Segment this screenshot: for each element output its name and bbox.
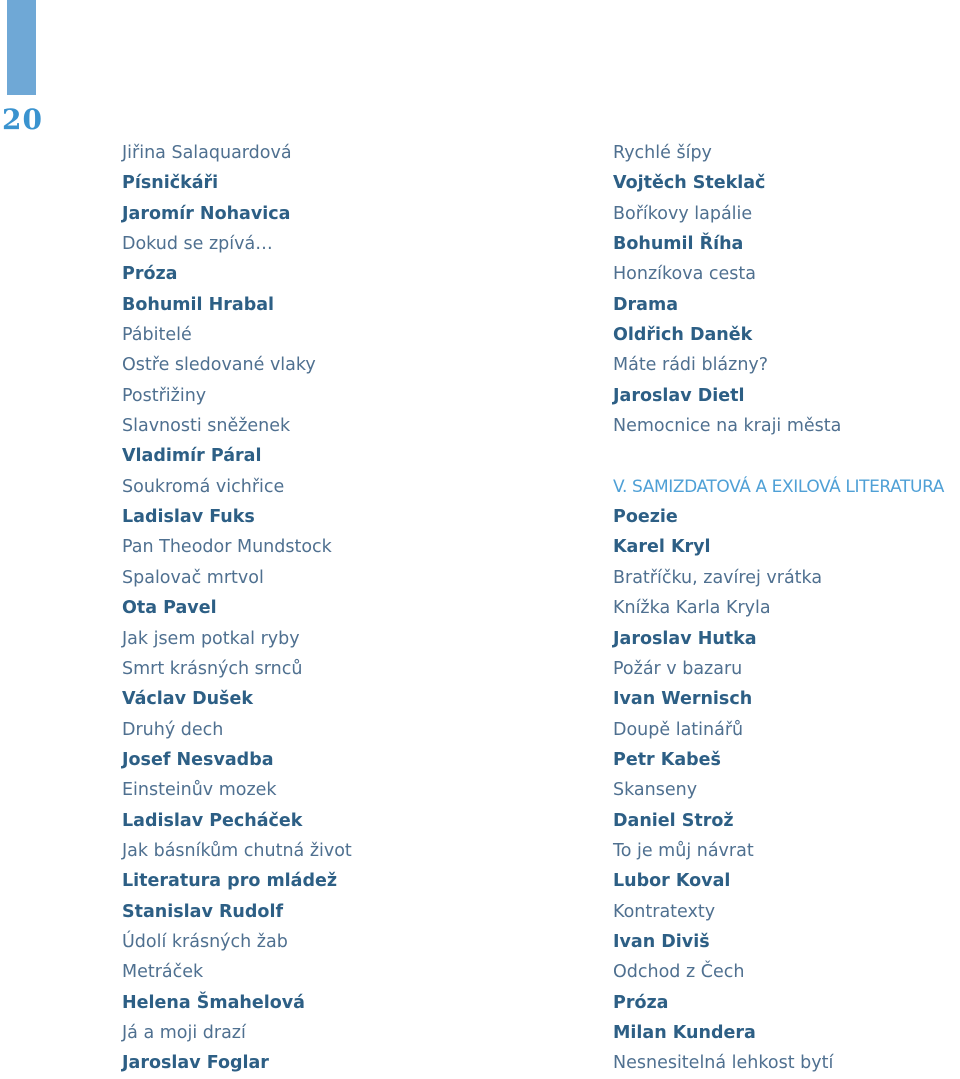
accent-bar	[7, 0, 36, 95]
list-item-title: Honzíkova cesta	[613, 264, 756, 285]
list-item-author: Lubor Koval	[613, 871, 731, 892]
list-item-title: Já a moji drazí	[122, 1022, 246, 1043]
list-item-title: Pan Theodor Mundstock	[122, 537, 332, 558]
list-item-title: Údolí krásných žab	[122, 931, 288, 952]
list-item-author: Jaromír Nohavica	[122, 203, 291, 224]
list-item-title: Jiřina Salaquardová	[122, 143, 292, 163]
list-item-chapter: V. SAMIZDATOVÁ A EXILOVÁ LITERATURA	[613, 476, 945, 497]
list-item-author: Oldřich Daněk	[613, 325, 753, 346]
list-item-title: Máte rádi blázny?	[613, 355, 769, 376]
list-item-title: Pábitelé	[122, 325, 192, 346]
list-item-author: Vojtěch Steklač	[613, 173, 766, 194]
list-item-author: Ota Pavel	[122, 598, 217, 619]
list-item-title: Požár v bazaru	[613, 658, 743, 679]
list-item-author: Ladislav Fuks	[122, 507, 255, 528]
list-item-title: Smrt krásných srnců	[122, 658, 303, 679]
right-column	[613, 138, 958, 1079]
list-item-title: Druhý dech	[122, 719, 224, 740]
list-item-title: Boříkovy lapálie	[613, 203, 753, 224]
list-item-title: Skanseny	[613, 780, 698, 801]
list-item-title: Bratříčku, zavírej vrátka	[613, 567, 823, 588]
list-item-author: Ivan Diviš	[613, 931, 710, 952]
list-item-author: Jaroslav Hutka	[613, 628, 757, 649]
list-item-title: Nesnesitelná lehkost bytí	[613, 1053, 834, 1074]
list-item-author: Ladislav Pecháček	[122, 810, 303, 831]
list-item-section: Písničkáři	[122, 173, 219, 194]
list-item-section: Poezie	[613, 507, 678, 528]
list-item-title: Jak jsem potkal ryby	[122, 628, 300, 649]
list-item-author: Václav Dušek	[122, 689, 253, 710]
left-column	[122, 138, 562, 1079]
list-item-title: Spalovač mrtvol	[122, 567, 264, 588]
list-item-author: Ivan Wernisch	[613, 689, 753, 710]
list-item-author: Josef Nesvadba	[122, 749, 274, 770]
list-item-title: Nemocnice na kraji města	[613, 416, 842, 437]
list-item-title: Odchod z Čech	[613, 962, 745, 983]
list-item-title: Soukromá vichřice	[122, 476, 285, 497]
list-item-title: Knížka Karla Kryla	[613, 598, 771, 619]
list-item-section: Próza	[613, 992, 669, 1013]
list-item-title: Rychlé šípy	[613, 143, 712, 163]
list-item-author: Vladimír Páral	[122, 446, 262, 467]
list-item-section: Próza	[122, 264, 178, 285]
list-item-author: Petr Kabeš	[613, 749, 721, 770]
list-item-author: Jaroslav Foglar	[122, 1053, 269, 1074]
list-item-title: To je můj návrat	[613, 840, 754, 861]
list-item-author: Jaroslav Dietl	[613, 385, 745, 406]
list-item-author: Helena Šmahelová	[122, 992, 305, 1013]
list-item-title: Einsteinův mozek	[122, 780, 277, 801]
list-item-title: Doupě latinářů	[613, 719, 744, 740]
list-item-author: Karel Kryl	[613, 537, 711, 558]
list-item-title: Metráček	[122, 962, 204, 983]
list-item-author: Daniel Strož	[613, 810, 734, 831]
list-item-title: Jak básníkům chutná život	[122, 840, 352, 861]
list-item-title: Postřižiny	[122, 385, 207, 406]
list-item-author: Bohumil Hrabal	[122, 294, 275, 315]
list-item-author: Stanislav Rudolf	[122, 901, 284, 922]
page-number: 20	[2, 103, 43, 136]
list-item-author: Bohumil Říha	[613, 234, 744, 255]
list-item-section: Drama	[613, 294, 679, 315]
list-item-title: Dokud se zpívá…	[122, 234, 273, 255]
list-item-title: Ostře sledované vlaky	[122, 355, 316, 376]
list-item-author: Milan Kundera	[613, 1022, 756, 1043]
list-item-title: Slavnosti sněženek	[122, 416, 291, 437]
list-item-title: Kontratexty	[613, 901, 716, 922]
list-item-section: Literatura pro mládež	[122, 871, 338, 892]
